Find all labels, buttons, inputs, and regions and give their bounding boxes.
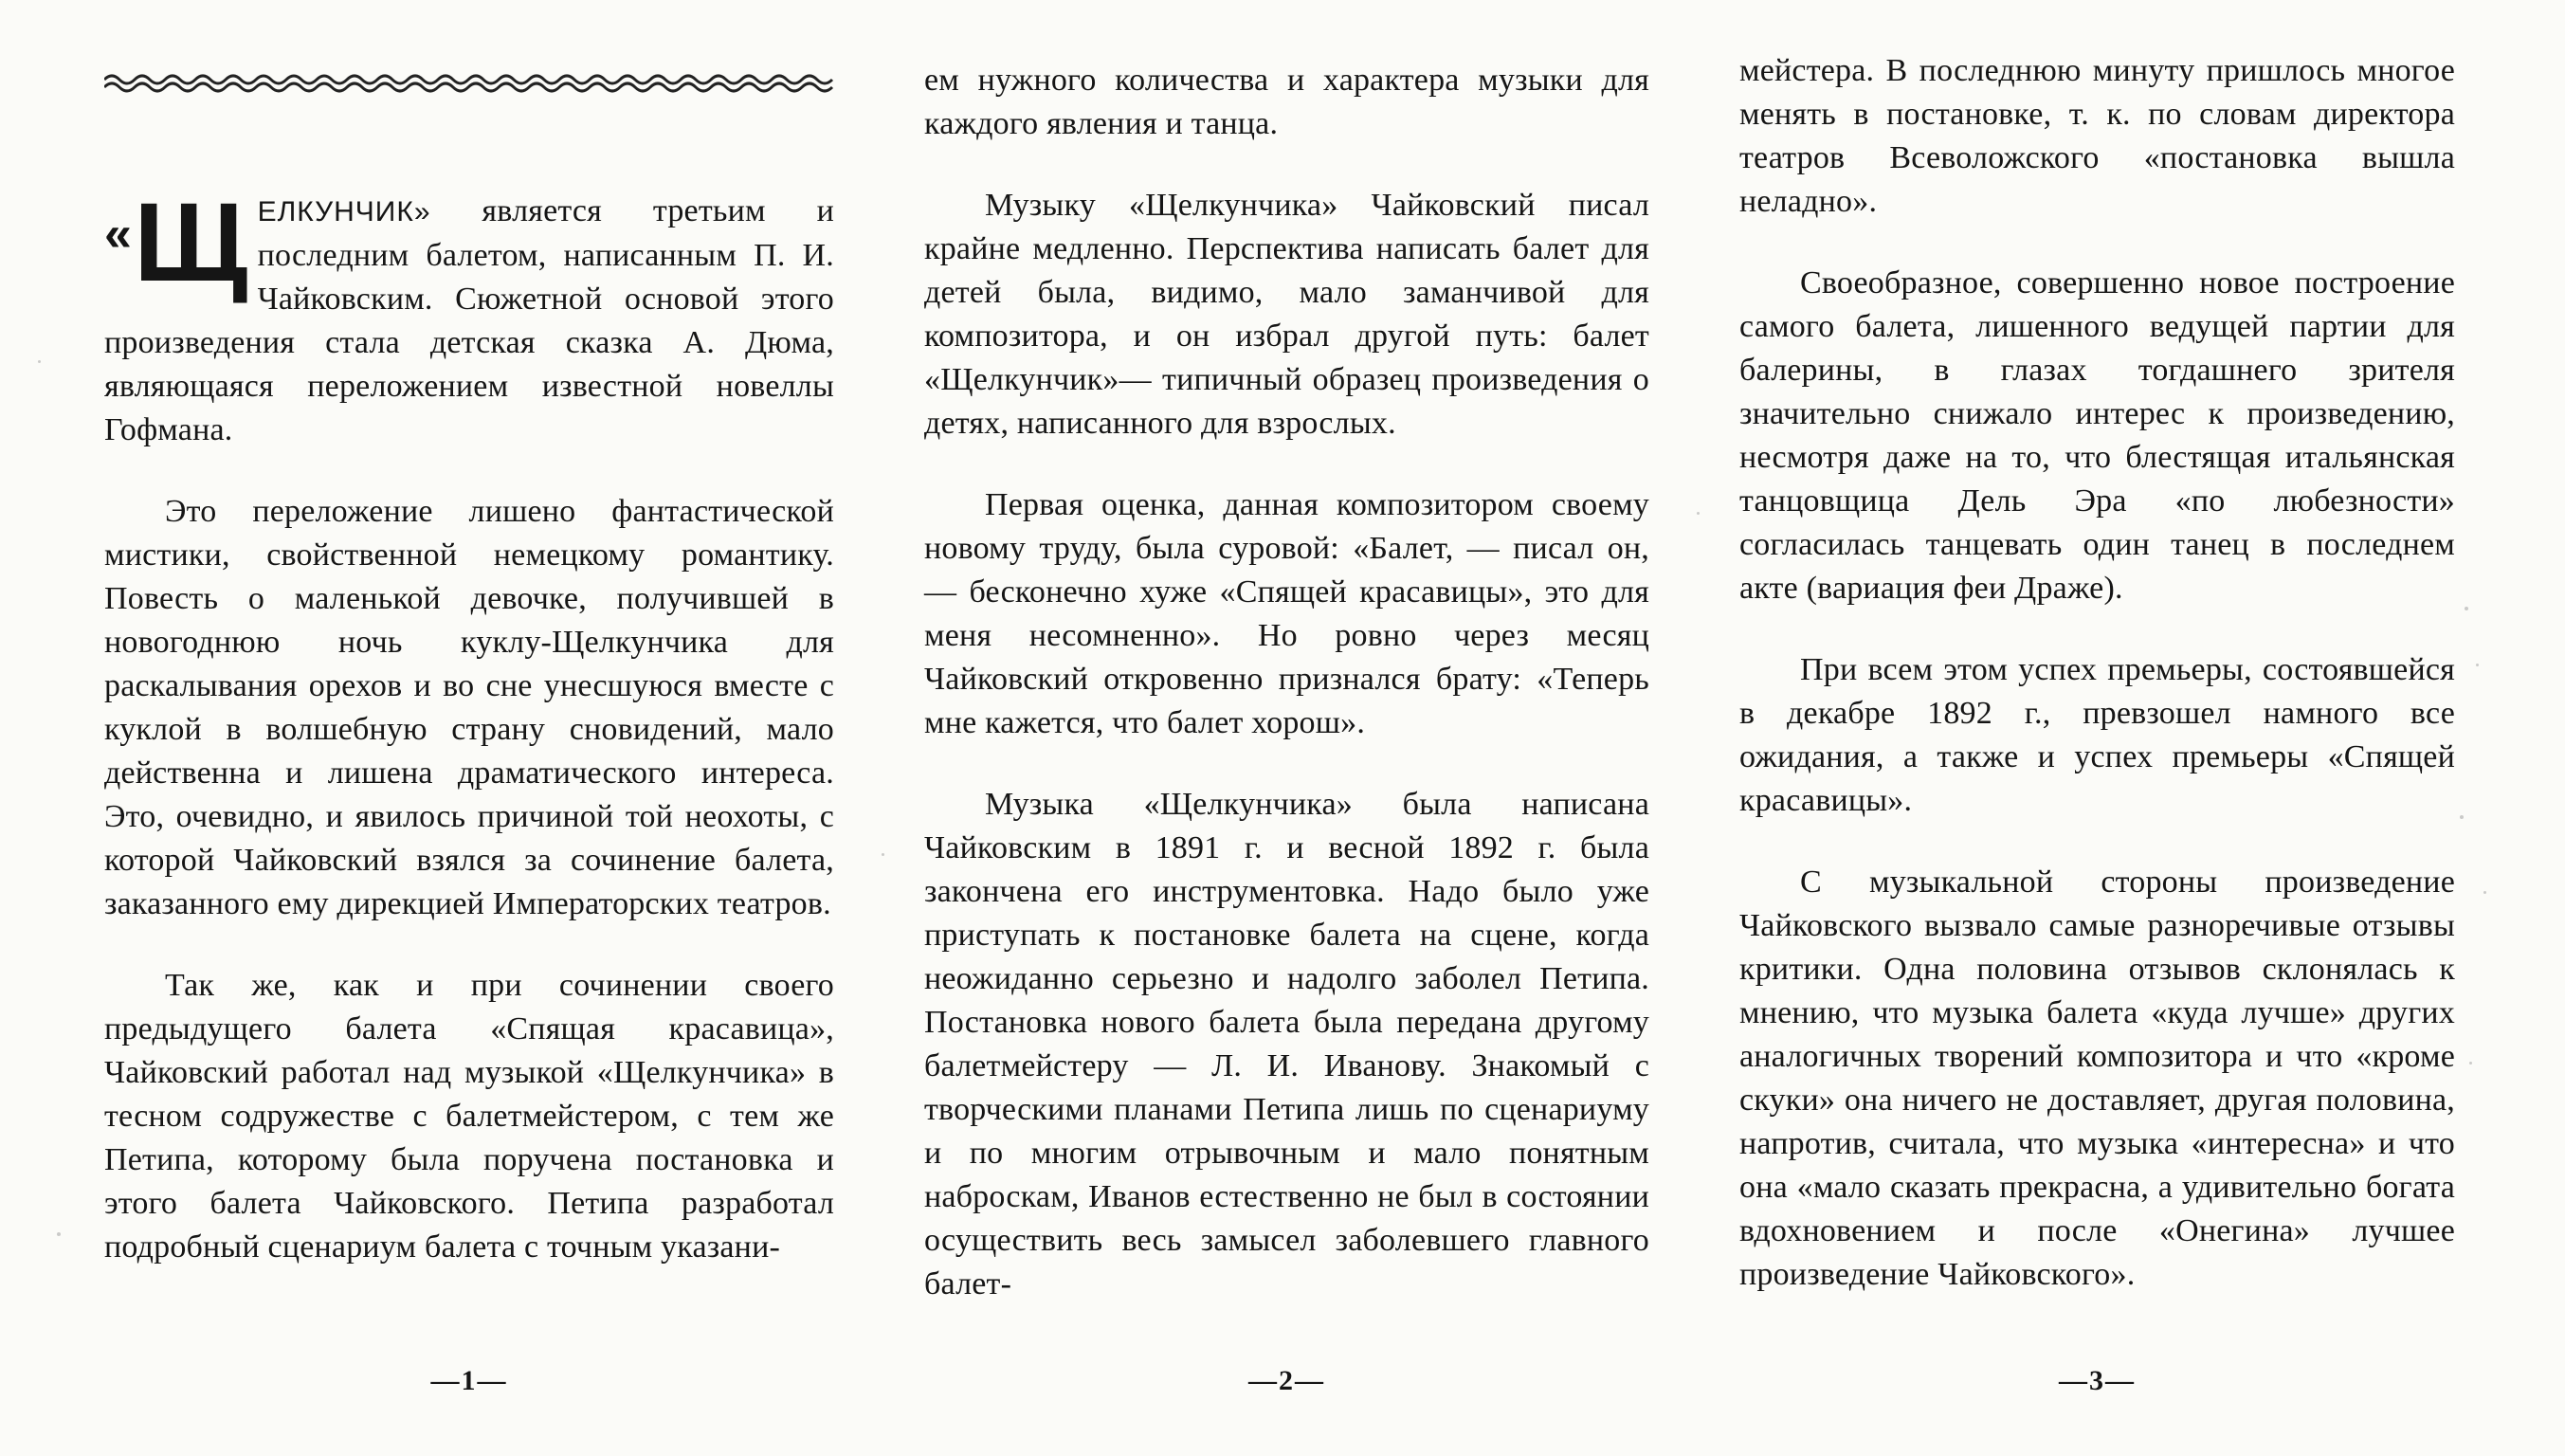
page-number-2: —2—: [1248, 1365, 1325, 1396]
page-1-paragraph-3: Так же, как и при сочинении своего предыдущего балета «Спящая красавица», Чайковский работал над музыкой «Щелкунчика» в тесном содружестве с балетмейстером, с тем же Петипа, которому была поручена постановка и этого балета Чайковского. Петипа разработал подробный сценариум балета с точным указани-: [104, 968, 834, 1265]
decorative-wave-border: [104, 68, 834, 97]
page-3-paragraph-2: Своеобразное, совершенно новое построение самого балета, лишенного ведущей партии для балерины, в глазах тогдашнего зрителя значительно снижало интерес к произведению, несмотря даже на то, что блестящая итальянская танцовщица Дель Эра «по любезности» согласилась танцевать один танец в последнем акте (вариация феи Драже).: [1739, 265, 2455, 606]
page-2-paragraph-1: ем нужного количества и характера музыки для каждого явления и танца.: [924, 63, 1649, 141]
dropcap: «Щ: [104, 180, 248, 305]
page-2-paragraph-3: Первая оценка, данная композитором своему новому труду, была суровой: «Балет, — писал он, — бесконечно хуже «Спящей красавицы», это для меня несомненно». Но ровно через месяц Чайковский откровенно признался брату: «Теперь мне кажется, что балет хорош».: [924, 487, 1649, 740]
page-3: [1739, 0, 2455, 1456]
page-1-paragraph-2: Это переложение лишено фантастической мистики, свойственной немецкому романтику. Повесть о маленькой девочке, получившей в новогоднюю ночь куклу-Щелкунчика для раскалывания орехов и во сне унесшуюся вместе с куклой в волшебную страну сновидений, мало действенна и лишена драматического интереса. Это, очевидно, и явилось причиной той неохоты, с которой Чайковский взялся за сочинение балета, заказанного ему дирекцией Императорских театров.: [104, 494, 834, 921]
page-2-paragraph-4: Музыка «Щелкунчика» была написана Чайковским в 1891 г. и весной 1892 г. была закончена его инструментовка. Надо было уже приступать к постановке балета на сцене, когда неожиданно серьезно и надолго заболел Петипа. Постановка нового балета была передана другому балетмейстеру — Л. И. Иванову. Знакомый с творческими планами Петипа лишь по сценариуму и по многим отрывочным и мало понятным наброскам, Иванов естественно не был в состоянии осуществить весь замысел заболевшего главного балет-: [924, 787, 1649, 1301]
page-number-1: —1—: [430, 1365, 508, 1396]
page-number-3: —3—: [2059, 1365, 2136, 1396]
page-2-paragraph-2: Музыку «Щелкунчика» Чайковский писал крайне медленно. Перспектива написать балет для детей была, видимо, мало заманчивой для композитора, и он избрал другой путь: балет «Щелкунчик»— типичный образец произведения о детях, написанного для взрослых.: [924, 188, 1649, 441]
page-2-text-column: [924, 59, 1649, 1344]
lead-title-word: ЕЛКУНЧИК»: [257, 196, 431, 228]
page-2: [924, 0, 1649, 1456]
page-3-paragraph-3: При всем этом успех премьеры, состоявшейся в декабре 1892 г., превзошел намного все ожидания, а также и успех премьеры «Спящей красавицы».: [1739, 652, 2455, 818]
page-3-paragraph-1: мейстера. В последнюю минуту пришлось многое менять в постановке, т. к. по словам директора театров Всеволожского «постановка вышла неладно».: [1739, 53, 2455, 219]
page-1: [104, 0, 834, 1456]
page-1-paragraph-1: «Щ ЕЛКУНЧИК» является третьим и последним балетом, написанным П. И. Чайковским. Сюжетной основой этого произведения стала детская сказка А. Дюма, являющаяся переложением известной новеллы Гофмана.: [104, 180, 834, 447]
page-3-text-column: [1739, 49, 2455, 1335]
page-3-paragraph-4: С музыкальной стороны произведение Чайковского вызвало самые разноречивые отзывы критики. Одна половина отзывов склонялась к мнению, что музыка балета «куда лучше» других аналогичных творений композитора и что «кроме скуки» она ничего не доставляет, другая половина, напротив, считала, что музыка «интересна» и что она «мало сказать прекрасна, а удивительно богата вдохновением и после «Онегина» лучшее произведение Чайковского».: [1739, 864, 2455, 1292]
page-1-text-column: [104, 180, 834, 1307]
